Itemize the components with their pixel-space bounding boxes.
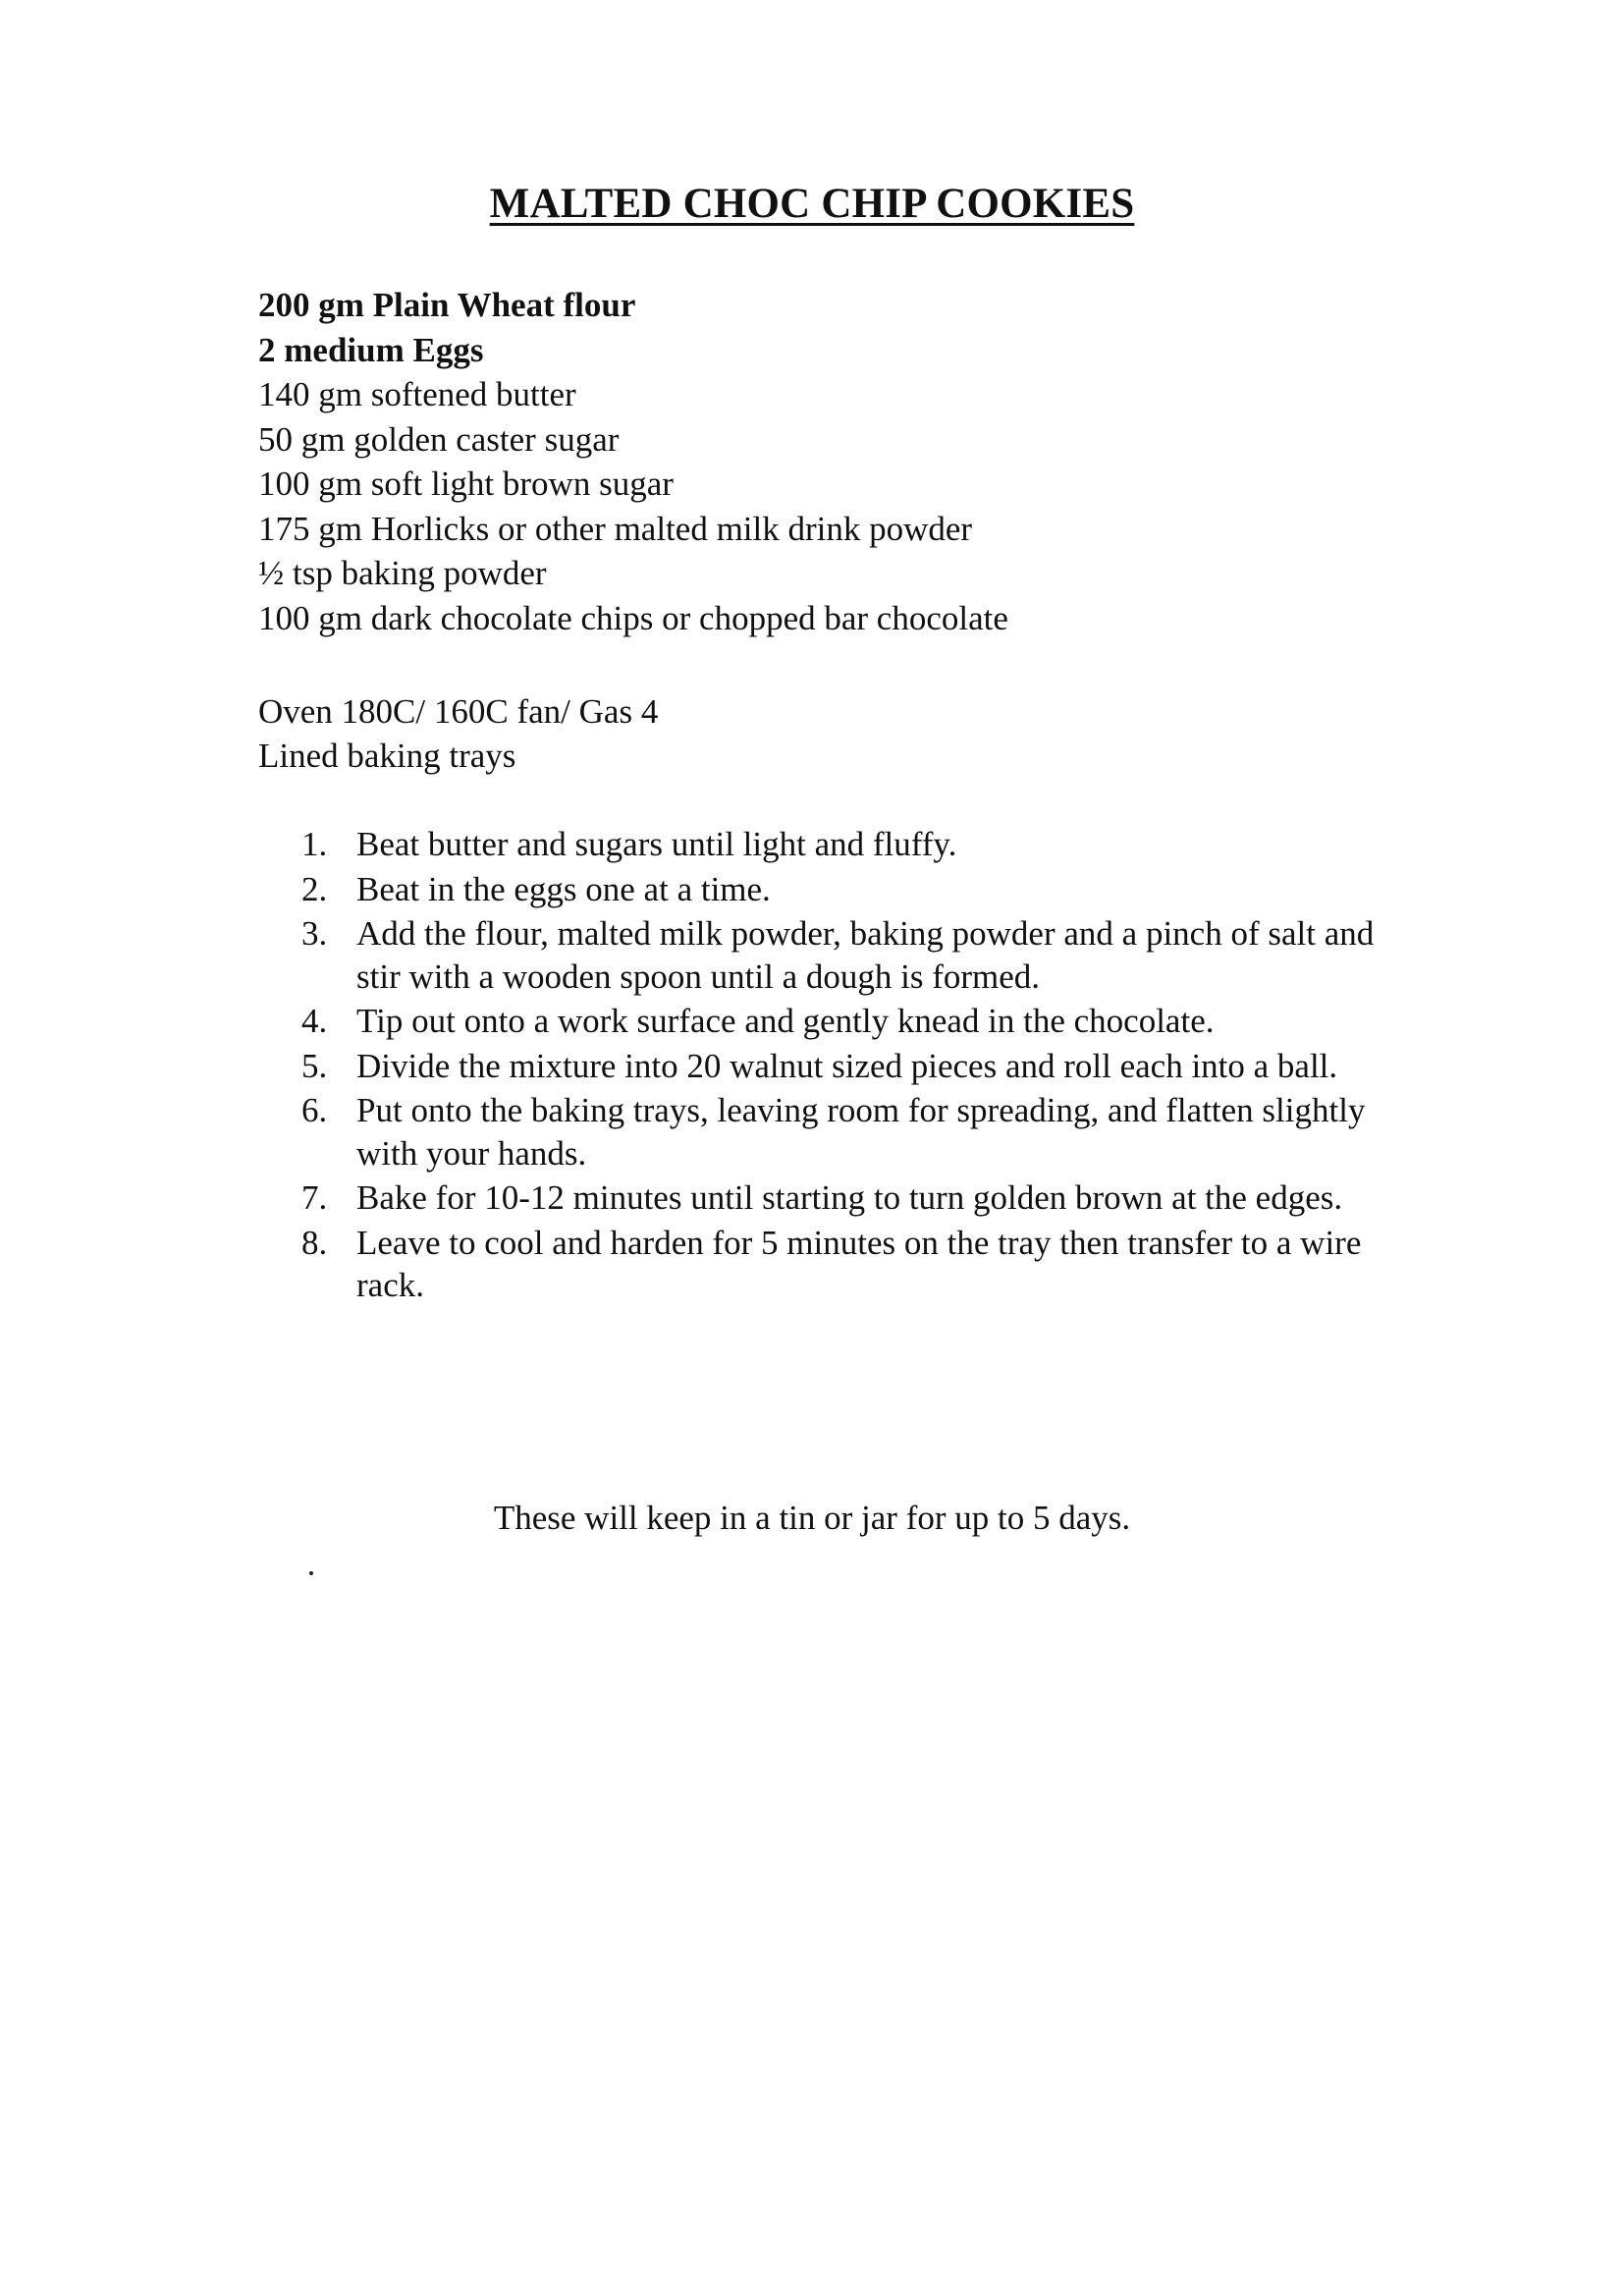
ingredient-item: 2 medium Eggs [258,330,484,369]
step-number: 8. [301,1223,328,1262]
method-step [301,868,1391,911]
method-step [301,1000,1391,1043]
method-step [301,1045,1391,1088]
ingredient-item: ½ tsp baking powder [258,554,547,592]
step-text: Put onto the baking trays, leaving room for spreading, and flatten slightly with your hands. [356,1091,1366,1173]
step-text: Leave to cool and harden for 5 minutes on the tray then transfer to a wire rack. [356,1223,1362,1304]
step-number: 6. [301,1091,328,1129]
step-text: Bake for 10-12 minutes until starting to turn golden brown at the edges. [356,1178,1343,1217]
ingredient-item: 140 gm softened butter [258,375,576,413]
ingredient-item: 100 gm soft light brown sugar [258,465,674,503]
ingredient-item: 175 gm Horlicks or other malted milk drink powder [258,509,973,548]
step-text: Add the flour, malted milk powder, baking powder and a pinch of salt and stir with a wooden spoon until a dough is formed. [356,914,1375,996]
method-step [301,823,1391,866]
storage-note: These will keep in a tin or jar for up to 5 days. [493,1499,1131,1537]
step-number: 5. [301,1046,328,1085]
step-number: 2. [301,869,328,908]
step-number: 3. [301,914,328,953]
oven-temperature: Oven 180C/ 160C fan/ Gas 4 [258,692,659,731]
method-step [301,1176,1391,1220]
method-step [301,1089,1391,1175]
step-text: Divide the mixture into 20 walnut sized pieces and roll each into a ball. [356,1046,1338,1085]
ingredient-item: 100 gm dark chocolate chips or chopped bar chocolate [258,598,1008,637]
method-step [301,912,1391,998]
ingredients-list [258,283,1436,640]
scan-speck [309,1571,313,1575]
step-text: Beat butter and sugars until light and fluffy. [356,825,957,863]
page-title: MALTED CHOC CHIP COOKIES [489,181,1135,227]
method-list [301,823,1391,1309]
step-number: 4. [301,1002,328,1040]
baking-trays-note: Lined baking trays [258,737,516,775]
ingredient-item: 200 gm Plain Wheat flour [258,286,636,324]
ingredient-item: 50 gm golden caster sugar [258,419,620,459]
step-text: Tip out onto a work surface and gently knead in the chocolate. [356,1002,1215,1040]
step-number: 7. [301,1178,328,1217]
step-number: 1. [301,825,328,863]
method-step [301,1222,1391,1307]
step-text: Beat in the eggs one at a time. [356,869,771,908]
oven-info [258,689,658,778]
